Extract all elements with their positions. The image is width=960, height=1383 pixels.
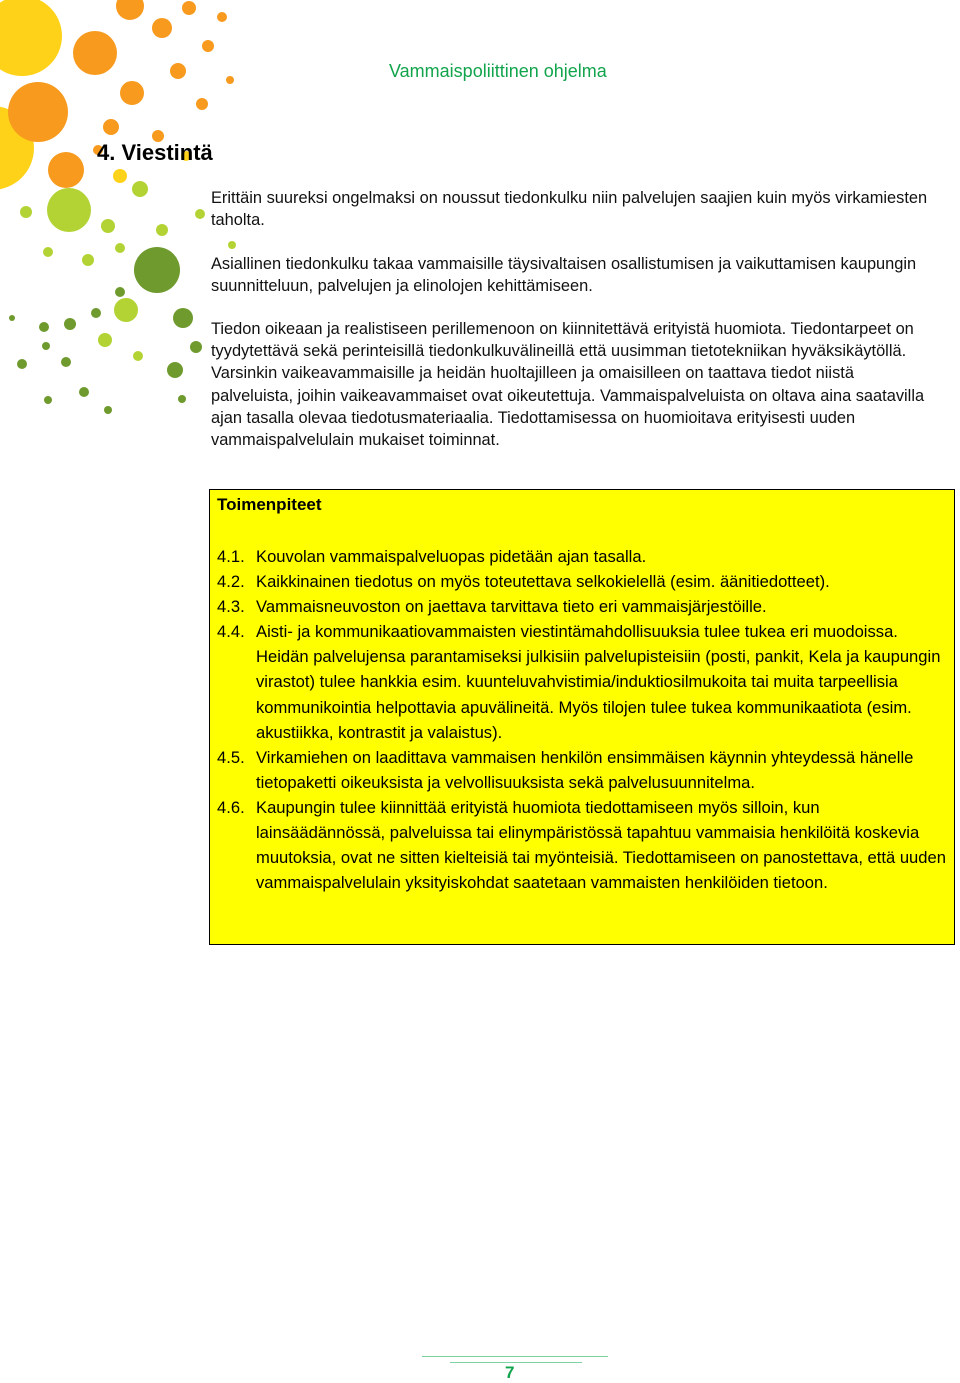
- measure-number: 4.4.: [217, 622, 245, 642]
- decorative-dot: [195, 209, 205, 219]
- measure-item: [217, 544, 950, 569]
- decorative-dot: [8, 82, 68, 142]
- decorative-dot: [217, 12, 227, 22]
- decorative-dot: [152, 18, 172, 38]
- decorative-dot: [20, 206, 32, 218]
- measure-item: [217, 594, 950, 619]
- decorative-dot: [190, 341, 202, 353]
- decorative-dot: [133, 351, 143, 361]
- decorative-dot: [73, 31, 117, 75]
- decorative-dot: [132, 181, 148, 197]
- decorative-dot: [115, 243, 125, 253]
- measure-number: 4.6.: [217, 797, 245, 817]
- footer-divider: [422, 1356, 608, 1357]
- decorative-dot: [0, 0, 62, 76]
- decorative-dot: [82, 254, 94, 266]
- decorative-dot: [116, 0, 144, 20]
- decorative-dot: [156, 224, 168, 236]
- section-heading: 4. Viestintä: [97, 140, 213, 165]
- decorative-dot: [47, 188, 91, 232]
- decorative-dot: [202, 40, 214, 52]
- decorative-dot: [43, 247, 53, 257]
- decorative-dot: [182, 1, 196, 15]
- decorative-dot: [9, 315, 15, 321]
- decorative-dot: [170, 63, 186, 79]
- decorative-dot: [120, 81, 144, 105]
- decorative-dot: [196, 98, 208, 110]
- measure-text: Kaikkinainen tiedotus on myös toteutettava selkokielellä (esim. äänitiedotteet).: [256, 572, 830, 592]
- measure-item: [217, 745, 950, 795]
- decorative-dot: [48, 152, 84, 188]
- measure-item: [217, 619, 950, 744]
- measures-title: Toimenpiteet: [217, 495, 322, 514]
- decorative-dot: [113, 169, 127, 183]
- measure-text: Virkamiehen on laadittava vammaisen henkilön ensimmäisen käynnin yhteydessä hänelle tietopaketti oikeuksista ja velvollisuuksista sekä palvelusuunnitelma.: [256, 747, 914, 792]
- decorative-dot: [134, 247, 180, 293]
- measure-number: 4.2.: [217, 572, 245, 592]
- measure-text: Kouvolan vammaispalveluopas pidetään ajan tasalla.: [256, 547, 647, 566]
- decorative-dot: [101, 219, 115, 233]
- decorative-dot: [104, 406, 112, 414]
- decorative-dot: [64, 318, 76, 330]
- measure-text: Kaupungin tulee kiinnittää erityistä huomiota tiedottamiseen myös silloin, kun lainsäädännössä, palveluissa tai elinympäristössä tapahtuu vammaisia henkilöitä koskevia muutoksia, ovat ne sitten kielteisiä tai myönteisiä. Tiedottamiseen on panostettava, että uuden vammaispalvelulain yksityiskohdat saatetaan vammaisten henkilöiden tietoon.: [256, 797, 946, 893]
- paragraph-information: Tiedon oikeaan ja realistiseen perillemenoon on kiinnitettävä erityistä huomiota. Tiedontarpeet on tyydytettävä sekä perinteisillä tiedonkulkuvälineillä että uusimman tietotekniikan hyväksikäytöllä. Varsinkin vaikeavammaisille ja heidän huoltajilleen ja omaisilleen on taattava tiedot niistä palveluista, joihin vaikeavammaiset ovat oikeutettuja. Vammaispalveluista on oltava aina saatavilla ajan tasalla olevaa tiedotusmateriaalia. Tiedottamisessa on huomioitava erityisesti uuden vammaispalvelulain mukaiset toiminnat.: [211, 320, 925, 450]
- decorative-dot: [103, 119, 119, 135]
- decorative-dot: [173, 308, 193, 328]
- decorative-dot: [17, 359, 27, 369]
- measure-text: Aisti- ja kommunikaatiovammaisten viestintämahdollisuuksia tulee tukea eri muodoissa. Heidän palvelujensa parantamiseksi julkisiin palvelupisteisiin (posti, pankit, Kela ja kaupungin virastot) tulee hankkia esim. kuunteluvahvistimia/induktiosilmukoita tai muita tarpeellisia kommunikointia helpottavia apuvälineitä. Myös tilojen tulee tukea kommunikaatiota (esim. akustiikka, kontrastit ja valaistus).: [256, 622, 941, 742]
- document-header-title: Vammaispoliittinen ohjelma: [389, 61, 607, 81]
- decorative-dot: [91, 308, 101, 318]
- measure-item: [217, 569, 950, 594]
- measures-list: [217, 544, 950, 895]
- decorative-dot: [42, 342, 50, 350]
- decorative-dot: [167, 362, 183, 378]
- measure-text: Vammaisneuvoston on jaettava tarvittava tieto eri vammaisjärjestöille.: [256, 597, 767, 617]
- paragraph-participation: Asiallinen tiedonkulku takaa vammaisille täysivaltaisen osallistumisen ja vaikuttamisen kaupungin suunnitteluun, palvelujen ja elinolojen kehittämiseen.: [211, 255, 917, 296]
- decorative-dot: [226, 76, 234, 84]
- decorative-dot: [79, 387, 89, 397]
- decorative-dot: [98, 333, 112, 347]
- decorative-dot: [178, 395, 186, 403]
- decorative-dot: [228, 241, 236, 249]
- page-number: 7: [505, 1363, 515, 1382]
- decorative-dot: [115, 287, 125, 297]
- footer-divider: [450, 1362, 582, 1363]
- measure-number: 4.3.: [217, 597, 245, 617]
- decorative-dot: [61, 357, 71, 367]
- measure-item: [217, 795, 950, 895]
- decorative-dot: [39, 322, 49, 332]
- measure-number: 4.5.: [217, 747, 245, 767]
- measures-box: [209, 489, 955, 945]
- paragraph-intro: Erittäin suureksi ongelmaksi on noussut tiedonkulku niin palvelujen saajien kuin myös virkamiesten taholta.: [211, 189, 928, 230]
- decorative-dot: [44, 396, 52, 404]
- measure-number: 4.1.: [217, 547, 245, 566]
- decorative-dot: [114, 298, 138, 322]
